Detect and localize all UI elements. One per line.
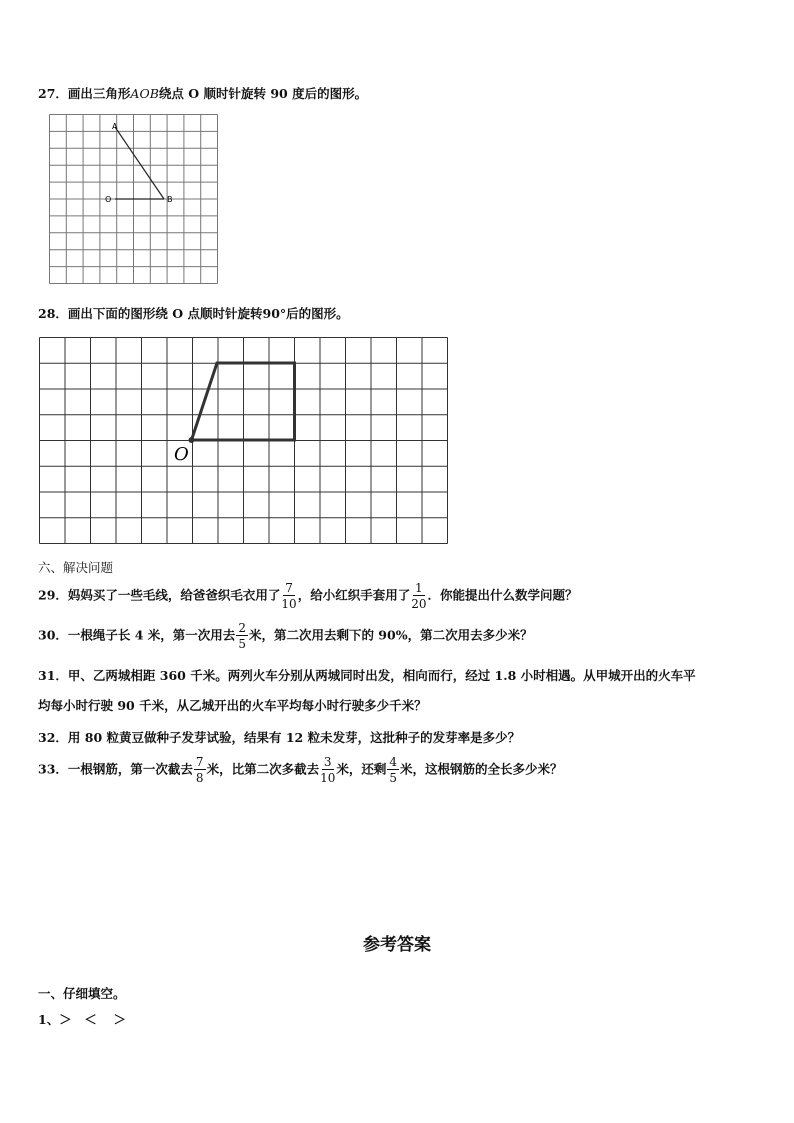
q33-text-c: 米，还剩 xyxy=(336,761,387,777)
q29-text-c: ．你能提出什么数学问题？ xyxy=(427,587,578,603)
fraction-numerator: 7 xyxy=(285,581,293,595)
q29-number: 29． xyxy=(38,587,68,603)
q29-text-b: ，给小红织手套用了 xyxy=(297,587,411,603)
question-28 xyxy=(38,304,349,322)
answers-title: 参考答案 xyxy=(363,935,431,955)
fraction-numerator: 1 xyxy=(415,581,423,595)
q30-text-b: 米，第二次用去剩下的 90%，第二次用去多少米？ xyxy=(248,627,533,643)
q27-triangle-name: AOB xyxy=(130,86,159,101)
question-30 xyxy=(38,622,533,650)
q27-number: 27． xyxy=(38,86,68,101)
q28-grid-figure xyxy=(38,336,450,546)
section-6-heading: 六、解决问题 xyxy=(38,560,114,575)
fraction-denominator: 8 xyxy=(195,771,204,785)
fraction-7-8 xyxy=(194,756,206,784)
fraction-denominator: 10 xyxy=(320,771,336,785)
question-29 xyxy=(38,582,578,610)
question-33 xyxy=(38,756,563,784)
q28-point-o xyxy=(189,437,195,443)
fraction-numerator: 7 xyxy=(195,755,204,769)
q33-text-d: 米，这根钢筋的全长多少米？ xyxy=(400,761,563,777)
q27-post: 绕点 O 顺时针旋转 90 度后的图形。 xyxy=(158,86,368,101)
fraction-1-20 xyxy=(411,582,426,610)
q33-number: 33． xyxy=(38,761,68,777)
q33-text-a: 一根钢筋，第一次截去 xyxy=(67,761,193,777)
q27-label-b: B xyxy=(167,195,173,204)
q27-label-o: O xyxy=(105,195,112,204)
q30-text-a: 一根绳子长 4 米，第一次用去 xyxy=(67,627,236,643)
fraction-numerator: 3 xyxy=(323,755,332,769)
question-27 xyxy=(38,84,367,102)
question-31-line-2: 均每小时行驶 90 千米，从乙城开出的火车平均每小时行驶多少千米？ xyxy=(38,698,427,713)
q28-text: 画出下面的图形绕 O 点顺时针旋转90°后的图形。 xyxy=(67,306,349,321)
q27-label-a: A xyxy=(112,122,118,131)
q27-pre: 画出三角形 xyxy=(67,86,131,101)
q33-text-b: 米，比第二次多截去 xyxy=(206,761,320,777)
question-31-line-1: 31．甲、乙两城相距 360 千米。两列火车分别从两城同时出发，相向而行，经过 1.8 小时相遇。从甲城开出的火车平 xyxy=(38,668,696,683)
fraction-denominator: 5 xyxy=(238,637,246,651)
fraction-denominator: 20 xyxy=(411,597,427,611)
q28-number: 28． xyxy=(38,306,68,321)
q28-label-o: O xyxy=(174,444,189,465)
fraction-denominator: 5 xyxy=(389,771,398,785)
answer-1: 1、＞ ＜ ＞ xyxy=(38,1012,127,1027)
fraction-2-5 xyxy=(236,622,248,650)
q29-text-a: 妈妈买了一些毛线，给爸爸织毛衣用了 xyxy=(67,587,281,603)
fraction-denominator: 10 xyxy=(281,597,297,611)
q27-segment-ab xyxy=(115,127,164,199)
question-32: 32．用 80 粒黄豆做种子发芽试验，结果有 12 粒未发芽，这批种子的发芽率是多少？ xyxy=(38,730,521,745)
fraction-7-10 xyxy=(281,582,296,610)
fraction-4-5 xyxy=(387,756,399,784)
answers-section-1: 一、仔细填空。 xyxy=(38,986,126,1001)
fraction-3-10 xyxy=(320,756,335,784)
q27-grid-figure xyxy=(46,112,220,287)
fraction-numerator: 4 xyxy=(389,755,398,769)
fraction-numerator: 2 xyxy=(238,621,246,635)
q30-number: 30． xyxy=(38,627,68,643)
